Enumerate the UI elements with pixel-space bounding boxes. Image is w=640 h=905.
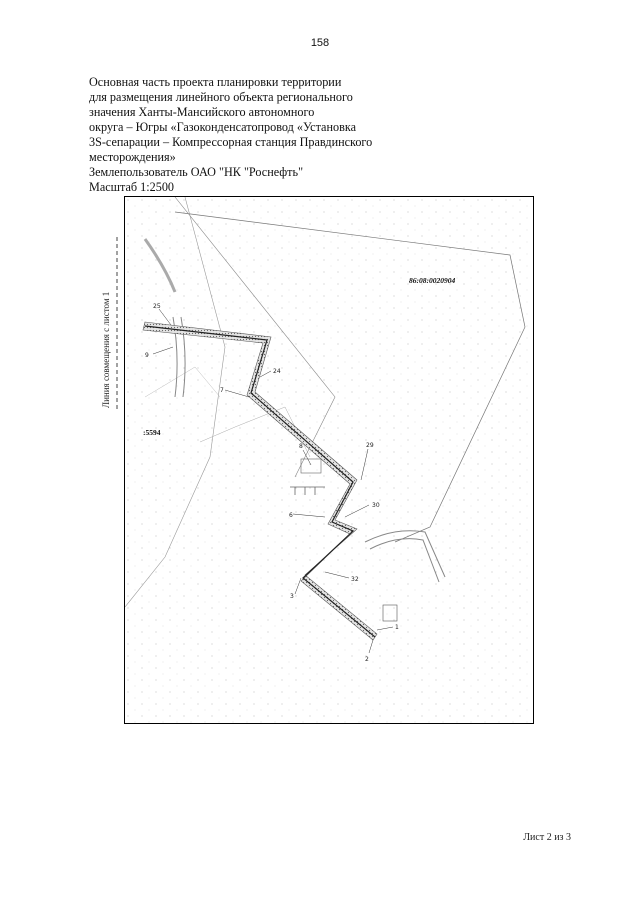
page-number: 158	[310, 37, 330, 49]
point-label-25: 25	[153, 303, 161, 310]
point-label-9: 9	[145, 352, 149, 359]
point-label-30: 30	[372, 502, 380, 509]
point-label-24: 24	[273, 368, 281, 375]
header-line: округа – Югры «Газоконденсатопровод «Установка	[89, 120, 356, 134]
header-line: Основная часть проекта планировки территории	[89, 75, 342, 89]
point-label-2: 2	[365, 656, 369, 663]
header-line: 3S-сепарации – Компрессорная станция Правдинского	[89, 135, 373, 149]
point-label-7: 7	[220, 387, 224, 394]
point-label-6: 6	[289, 512, 293, 519]
scale-line: Масштаб 1:2500	[89, 180, 175, 194]
document-header	[89, 75, 419, 195]
point-label-8: 8	[299, 443, 303, 450]
header-line: значения Ханты-Мансийского автономного	[89, 105, 315, 119]
land-user-line: Землепользователь ОАО "НК "Роснефть"	[89, 165, 304, 179]
planning-map	[125, 197, 534, 724]
header-line: месторождения»	[89, 150, 176, 164]
cadastral-number: 86:08:0020904	[409, 276, 456, 285]
point-label-29: 29	[366, 442, 374, 449]
alignment-line-label: Линия совмещения с листом 1	[101, 291, 111, 408]
map-frame	[124, 196, 534, 724]
point-label-1: 1	[395, 624, 399, 631]
sheet-label: Лист 2 из 3	[523, 832, 571, 843]
header-line: для размещения линейного объекта регионального	[89, 90, 353, 104]
point-label-3: 3	[290, 593, 294, 600]
point-label-32: 32	[351, 576, 359, 583]
parcel-label: :5594	[143, 428, 161, 437]
